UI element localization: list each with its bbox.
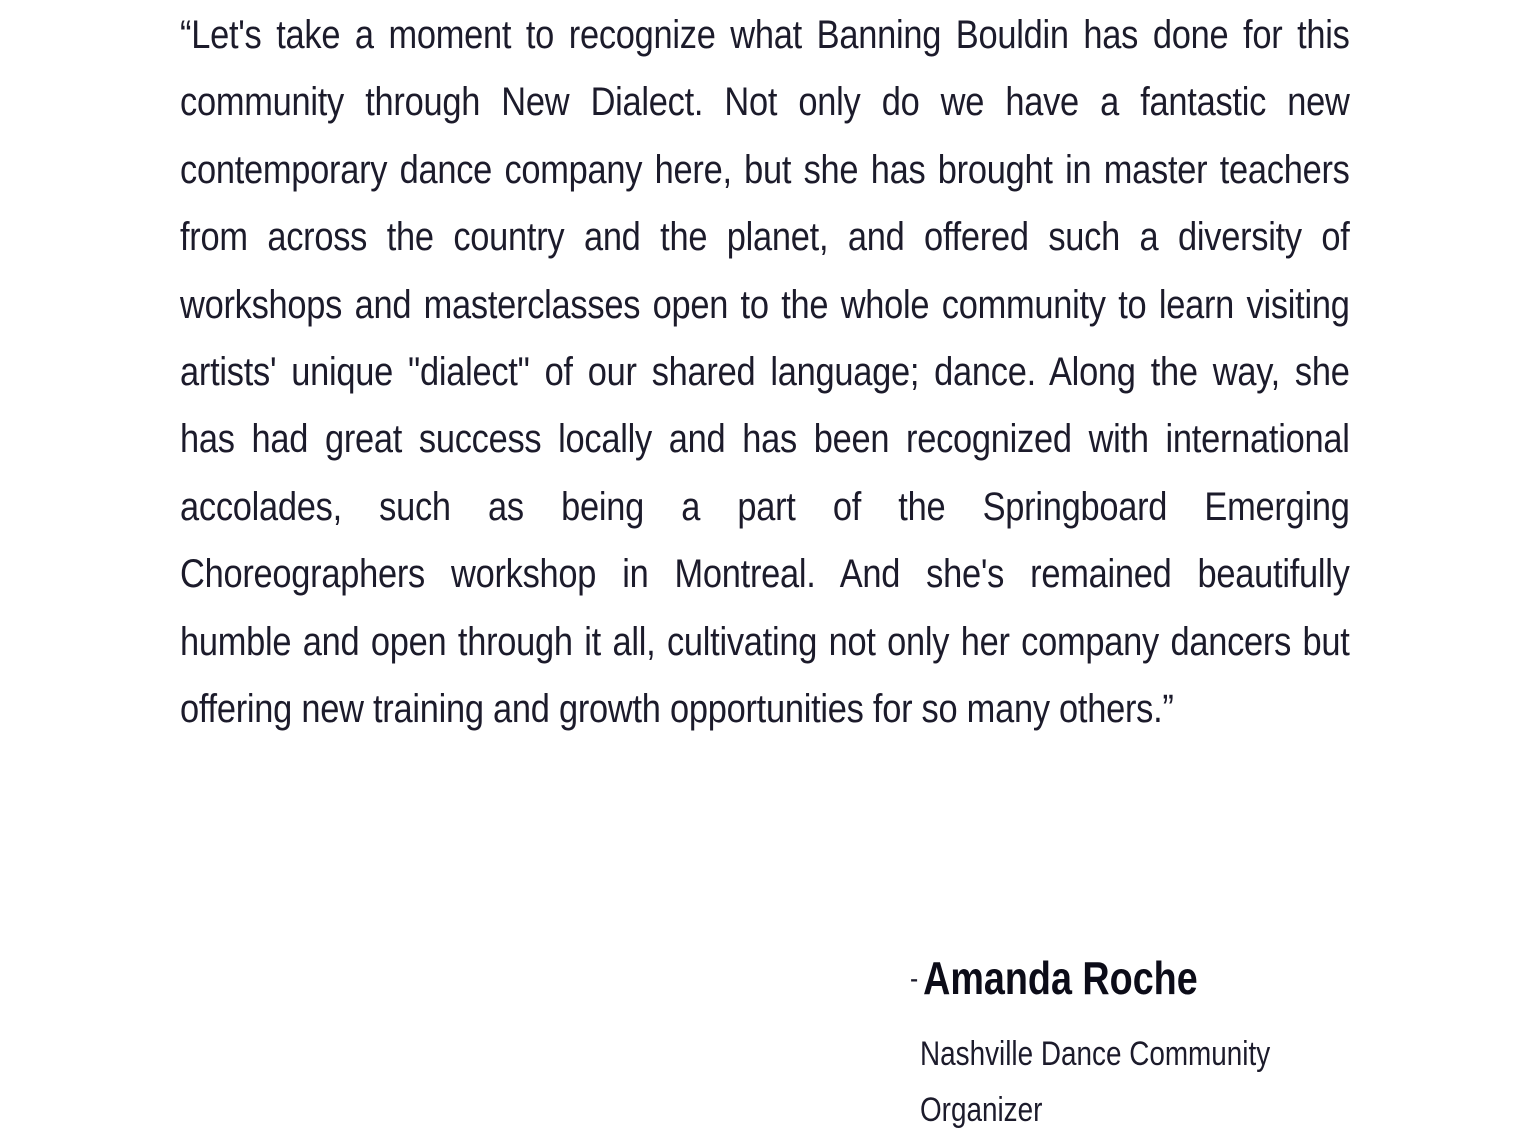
author-role-line-2: Organizer [920, 1091, 1043, 1129]
author-line [910, 948, 1369, 1009]
author-role [920, 1026, 1346, 1138]
attribution [910, 948, 1470, 1129]
attribution-dash: - [910, 962, 919, 995]
testimonial-quote: “Let's take a moment to recognize what Banning Bouldin has done for this community through New Dialect. Not only do we have a fantastic new contemporary dance company here, but she has brought in master teachers from across the country and the planet, and offered such a diversity of workshops and masterclasses open to the whole community to learn visiting artists' unique "dialect" of our shared language; dance. Along the way, she has had great success locally and has been recognized with international accolades, such as being a part of the Springboard Emerging Choreographers workshop in Montreal. And she's remained beautifully humble and open through it all, cultivating not only her company dancers but offering new training and growth opportunities for so many others.” [180, 13, 1350, 732]
author-role-line-1: Nashville Dance Community [920, 1035, 1271, 1073]
author-name: Amanda Roche [923, 952, 1198, 1004]
